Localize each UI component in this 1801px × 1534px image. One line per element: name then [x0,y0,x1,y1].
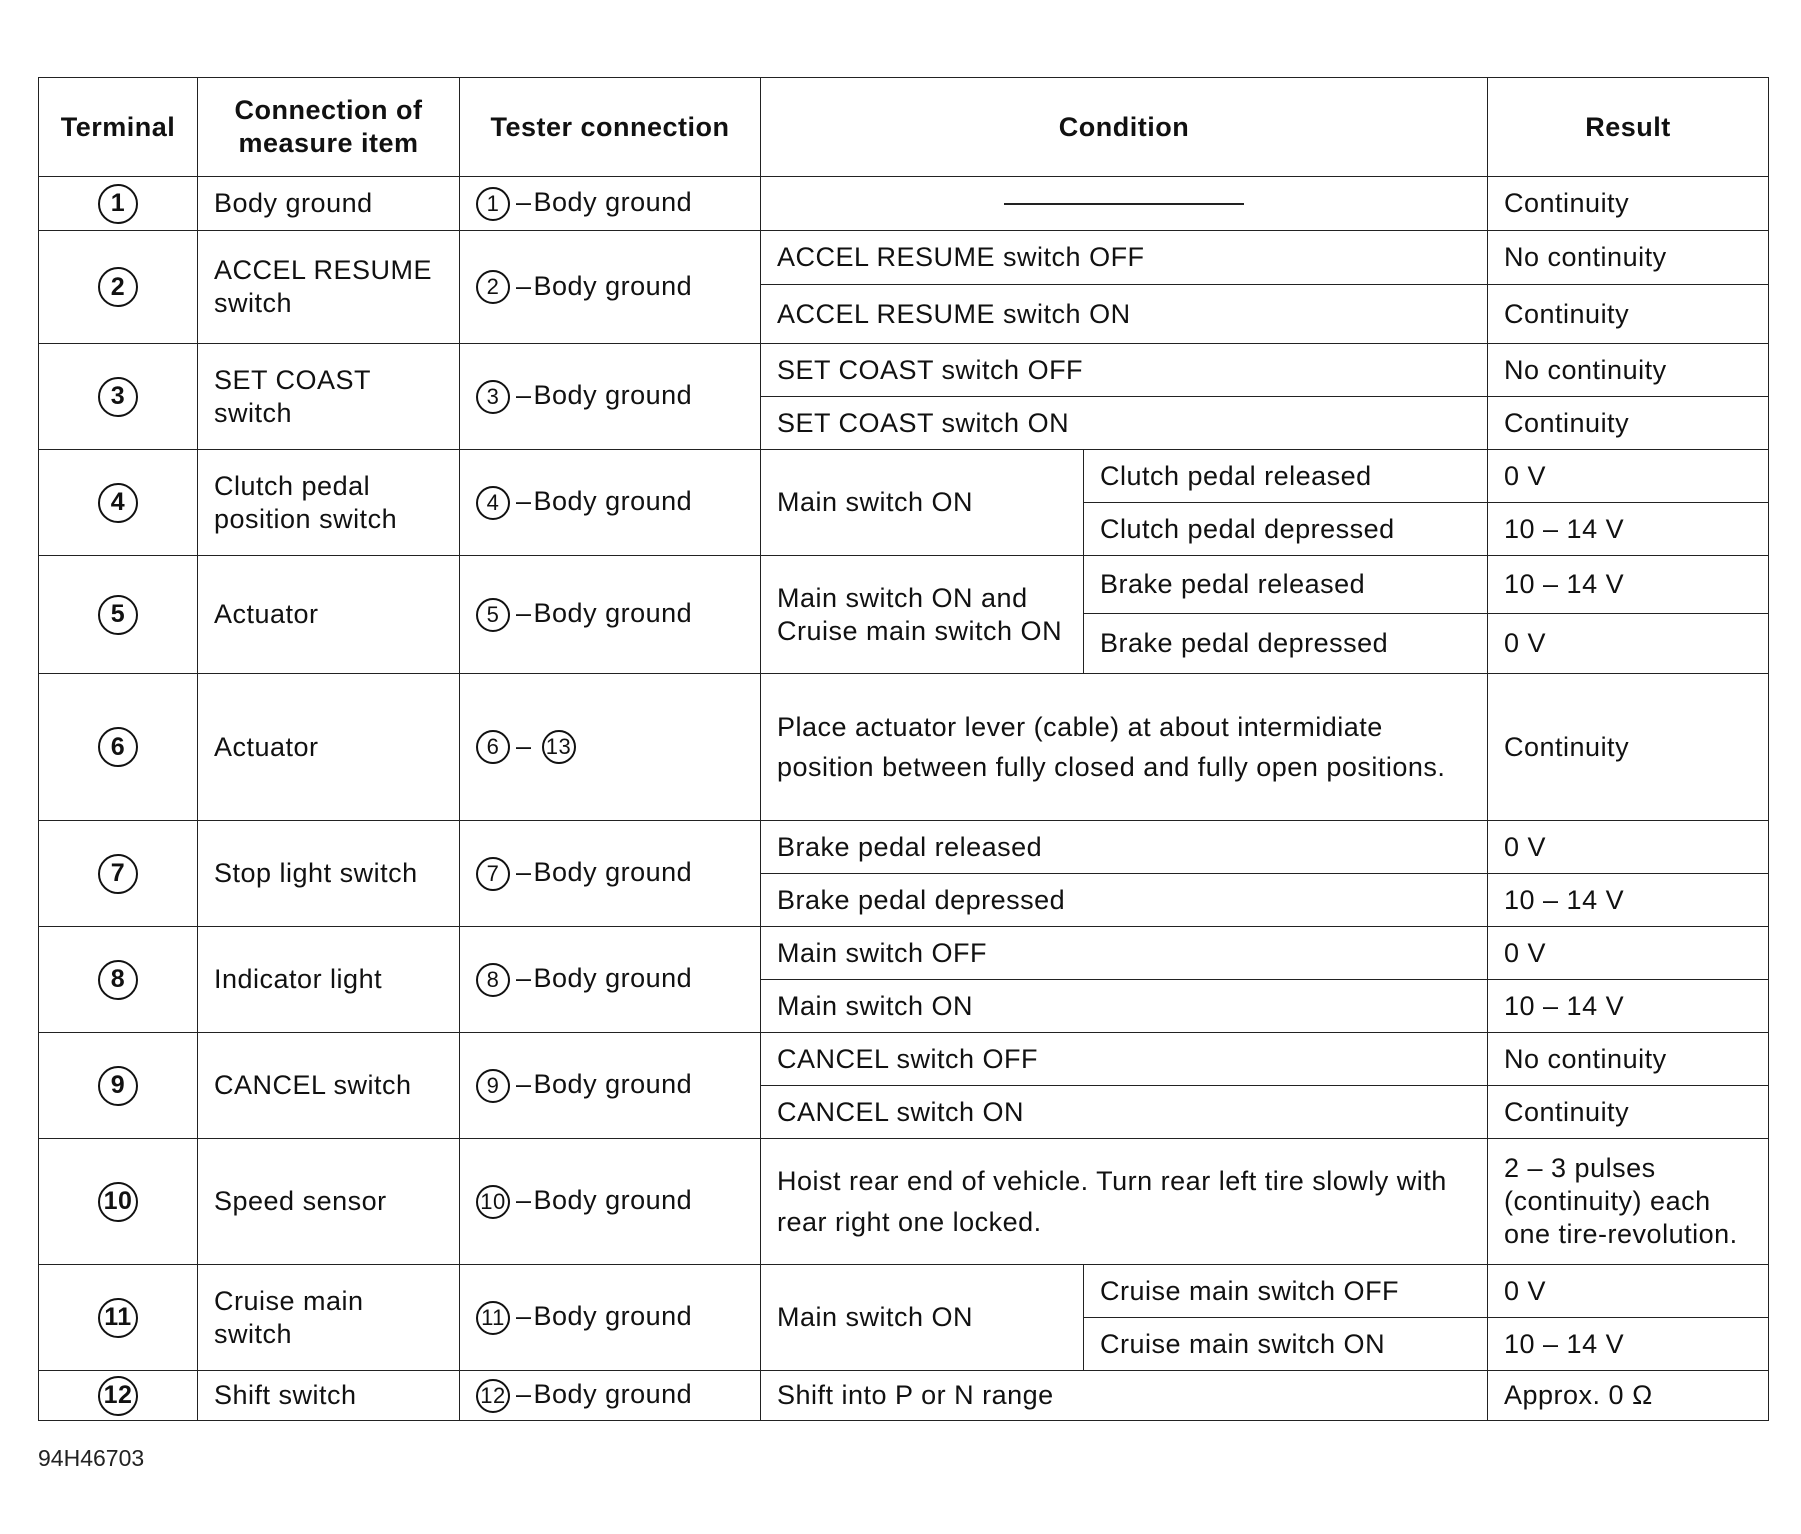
tester-target: Body ground [533,1069,693,1100]
measure-item: Speed sensor [198,1139,460,1265]
table-row [39,344,1769,397]
table-row [39,927,1769,980]
condition: CANCEL switch ON [761,1086,1488,1139]
condition: ACCEL RESUME switch OFF [761,231,1488,285]
tester-terminal: 6 [476,730,510,764]
tester-connection: 11 –Body ground [460,1265,761,1371]
result: Continuity [1488,397,1769,450]
tester-target: Body ground [533,1379,693,1410]
result: 0 V [1488,450,1769,503]
header-terminal: Terminal [39,78,198,177]
table-row [39,1139,1769,1265]
condition-main: Main switch ON [761,450,1084,556]
tester-target: Body ground [533,857,693,888]
result: 2 – 3 pulses (continuity) each one tire-revolution. [1488,1139,1769,1265]
condition: Place actuator lever (cable) at about intermidiate position between fully closed and fully open positions. [761,674,1488,821]
terminal-inspection-table [38,77,1769,1421]
terminal-cell [39,231,198,344]
measure-item: CANCEL switch [198,1033,460,1139]
table-row [39,674,1769,821]
result: 0 V [1488,614,1769,674]
measure-item: ACCEL RESUME switch [198,231,460,344]
blank-rule [1004,203,1244,205]
tester-terminal: 4 [476,486,510,520]
tester-connection: 1 –Body ground [460,177,761,231]
condition: Brake pedal released [761,821,1488,874]
result: 10 – 14 V [1488,1318,1769,1371]
condition: SET COAST switch ON [761,397,1488,450]
tester-terminal: 5 [476,598,510,632]
sub-condition: Clutch pedal depressed [1084,503,1488,556]
result: Continuity [1488,674,1769,821]
tester-terminal: 3 [476,380,510,414]
result: 0 V [1488,821,1769,874]
figure-code: 94H46703 [38,1445,145,1471]
terminal-number: 2 [98,267,138,307]
result: Continuity [1488,285,1769,344]
terminal-cell [39,821,198,927]
measure-item: Body ground [198,177,460,231]
header-result: Result [1488,78,1769,177]
table-row [39,1371,1769,1421]
table-row [39,1265,1769,1318]
terminal-cell [39,674,198,821]
tester-target: Body ground [533,380,693,411]
tester-terminal: 11 [476,1301,510,1335]
result: 10 – 14 V [1488,503,1769,556]
result: 0 V [1488,1265,1769,1318]
sub-condition: Cruise main switch OFF [1084,1265,1488,1318]
tester-connection: 9 –Body ground [460,1033,761,1139]
result: 10 – 14 V [1488,556,1769,614]
tester-target: Body ground [533,1301,693,1332]
condition: CANCEL switch OFF [761,1033,1488,1086]
result: No continuity [1488,344,1769,397]
tester-target: Body ground [533,963,693,994]
result: No continuity [1488,231,1769,285]
result: No continuity [1488,1033,1769,1086]
result: 0 V [1488,927,1769,980]
condition: ACCEL RESUME switch ON [761,285,1488,344]
table-row [39,231,1769,285]
terminal-number: 11 [98,1298,138,1338]
terminal-number: 5 [98,595,138,635]
terminal-cell [39,344,198,450]
terminal-cell [39,1265,198,1371]
condition: Shift into P or N range [761,1371,1488,1421]
terminal-cell [39,927,198,1033]
result: 10 – 14 V [1488,980,1769,1033]
tester-terminal: 7 [476,857,510,891]
condition: Brake pedal depressed [761,874,1488,927]
condition-main: Main switch ON [761,1265,1084,1371]
tester-terminal: 12 [476,1379,510,1413]
sub-condition: Cruise main switch ON [1084,1318,1488,1371]
tester-target: Body ground [533,187,693,218]
tester-connection: 4 –Body ground [460,450,761,556]
terminal-number: 4 [98,483,138,523]
condition: Hoist rear end of vehicle. Turn rear left tire slowly with rear right one locked. [761,1139,1488,1265]
header-row [39,78,1769,177]
terminal-number: 9 [98,1066,138,1106]
terminal-cell [39,556,198,674]
tester-target: Body ground [533,486,693,517]
condition: Main switch OFF [761,927,1488,980]
header-condition: Condition [761,78,1488,177]
tester-terminal: 9 [476,1069,510,1103]
tester-terminal: 1 [476,187,510,221]
terminal-number: 10 [98,1182,138,1222]
table-row [39,450,1769,503]
terminal-cell [39,450,198,556]
terminal-number: 6 [98,727,138,767]
tester-connection: 8 –Body ground [460,927,761,1033]
tester-connection: 3 –Body ground [460,344,761,450]
tester-connection: 6 – 13 [460,674,761,821]
header-tester: Tester connection [460,78,761,177]
tester-target: Body ground [533,598,693,629]
terminal-number: 8 [98,960,138,1000]
measure-item: Actuator [198,556,460,674]
sub-condition: Brake pedal depressed [1084,614,1488,674]
tester-connection: 10 –Body ground [460,1139,761,1265]
terminal-cell [39,1371,198,1421]
tester-connection: 2 –Body ground [460,231,761,344]
measure-item: Indicator light [198,927,460,1033]
tester-connection: 12 –Body ground [460,1371,761,1421]
result: Continuity [1488,177,1769,231]
tester-terminal: 8 [476,963,510,997]
condition: Main switch ON [761,980,1488,1033]
measure-item: Clutch pedal position switch [198,450,460,556]
terminal-number: 12 [98,1376,138,1416]
header-connection: Connection of measure item [198,78,460,177]
condition-main: Main switch ON and Cruise main switch ON [761,556,1084,674]
tester-terminal: 2 [476,270,510,304]
measure-item: SET COAST switch [198,344,460,450]
terminal-number: 3 [98,377,138,417]
result: Approx. 0 Ω [1488,1371,1769,1421]
tester-connection: 7 –Body ground [460,821,761,927]
tester-connection: 5 –Body ground [460,556,761,674]
tester-target: Body ground [533,1185,693,1216]
measure-item: Shift switch [198,1371,460,1421]
table-row [39,177,1769,231]
terminal-number: 7 [98,854,138,894]
result: Continuity [1488,1086,1769,1139]
table-row [39,1033,1769,1086]
table-row [39,821,1769,874]
table-row [39,556,1769,614]
sub-condition: Brake pedal released [1084,556,1488,614]
terminal-cell [39,1139,198,1265]
terminal-number: 1 [98,184,138,224]
terminal-cell [39,177,198,231]
result: 10 – 14 V [1488,874,1769,927]
tester-terminal: 10 [476,1185,510,1219]
sub-condition: Clutch pedal released [1084,450,1488,503]
tester-target-terminal: 13 [542,730,576,764]
measure-item: Cruise main switch [198,1265,460,1371]
measure-item: Actuator [198,674,460,821]
tester-target: Body ground [533,270,693,301]
terminal-cell [39,1033,198,1139]
condition: SET COAST switch OFF [761,344,1488,397]
measure-item: Stop light switch [198,821,460,927]
condition-blank [761,177,1488,231]
